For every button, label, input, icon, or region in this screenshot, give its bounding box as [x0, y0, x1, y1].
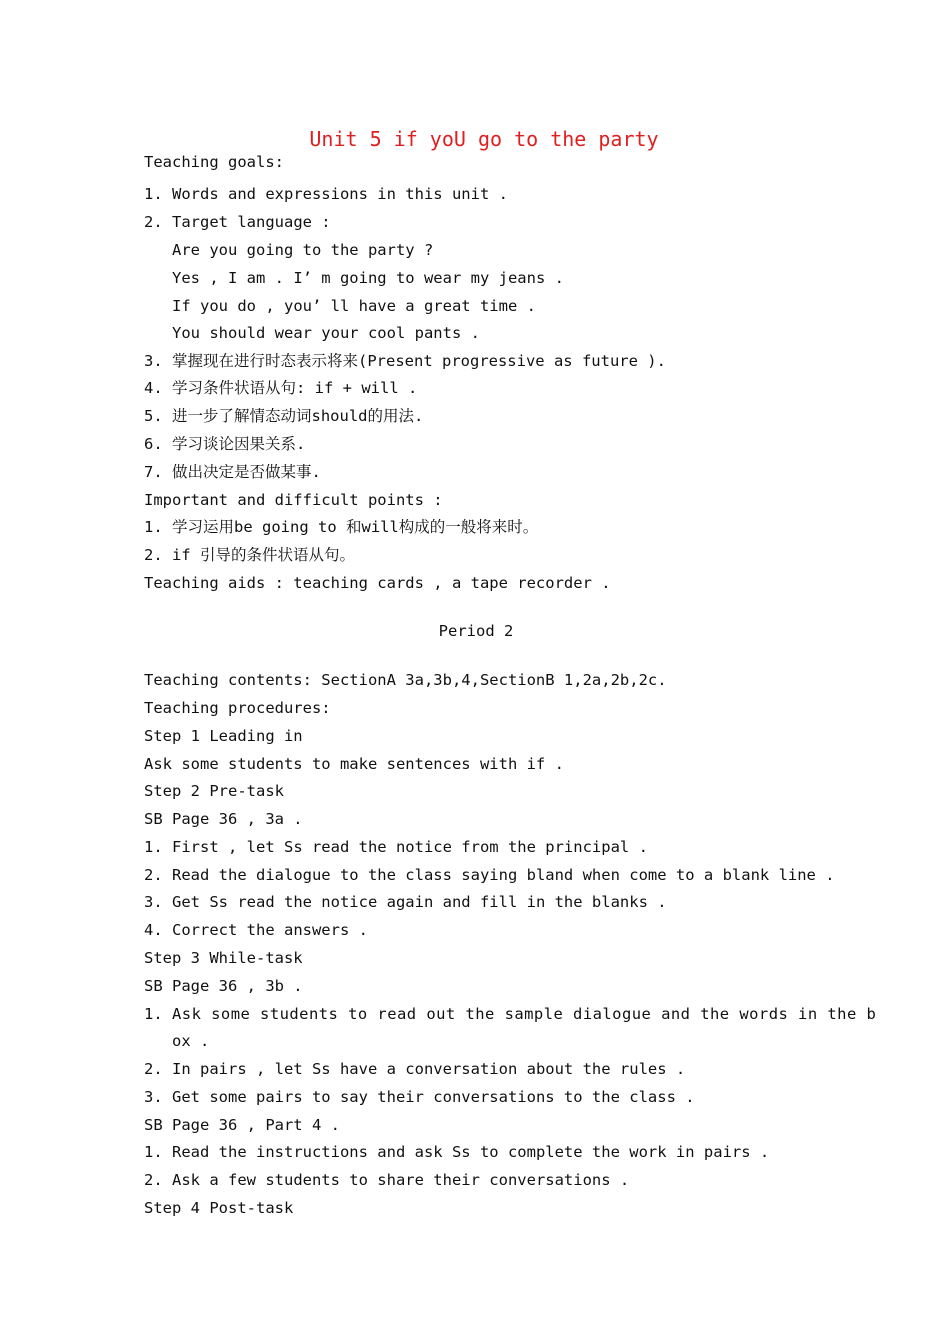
list-item: 1. Read the instructions and ask Ss to complete the work in pairs . [144, 1143, 770, 1161]
list-item: 1. First , let Ss read the notice from the principal . [144, 838, 648, 856]
step-heading: Step 4 Post-task [144, 1199, 294, 1217]
list-item: 2. Read the dialogue to the class saying bland when come to a blank line . [144, 866, 835, 884]
goal-item: 2. Target language : [144, 213, 331, 231]
sb-page: SB Page 36 , Part 4 . [144, 1116, 340, 1134]
list-item-continuation: ox . [172, 1032, 210, 1050]
list-item: 2. In pairs , let Ss have a conversation about the rules . [144, 1060, 686, 1078]
goal-item: 6. 学习谈论因果关系. [144, 435, 306, 453]
document-title: Unit 5 if yoU go to the party [309, 127, 659, 151]
step-heading: Step 3 While-task [144, 949, 303, 967]
sb-page: SB Page 36 , 3a . [144, 810, 303, 828]
target-line: You should wear your cool pants . [172, 324, 480, 342]
goal-item: 5. 进一步了解情态动词should的用法. [144, 407, 424, 425]
goal-item: 4. 学习条件状语从句: if + will . [144, 379, 418, 397]
teaching-aids: Teaching aids : teaching cards , a tape recorder . [144, 574, 611, 592]
points-heading: Important and difficult points : [144, 491, 443, 509]
target-line: Yes , I am . I’ m going to wear my jeans . [172, 269, 564, 287]
point-item: 1. 学习运用be going to 和will构成的一般将来时。 [144, 518, 539, 536]
list-item: 3. Get Ss read the notice again and fill in the blanks . [144, 893, 667, 911]
goal-item: 3. 掌握现在进行时态表示将来(Present progressive as future ). [144, 352, 666, 370]
period-heading: Period 2 [438, 622, 514, 640]
list-item: 4. Correct the answers . [144, 921, 368, 939]
goal-item: 7. 做出决定是否做某事. [144, 463, 321, 481]
procedures-heading: Teaching procedures: [144, 699, 331, 717]
target-line: If you do , you’ ll have a great time . [172, 297, 536, 315]
step-heading: Step 1 Leading in [144, 727, 303, 745]
teaching-contents: Teaching contents: SectionA 3a,3b,4,SectionB 1,2a,2b,2c. [144, 671, 667, 689]
list-item: 2. Ask a few students to share their conversations . [144, 1171, 630, 1189]
point-item: 2. if 引导的条件状语从句。 [144, 546, 355, 564]
sb-page: SB Page 36 , 3b . [144, 977, 303, 995]
list-item: 1. Ask some students to read out the sample dialogue and the words in the b [144, 1005, 877, 1023]
goal-item: 1. Words and expressions in this unit . [144, 185, 508, 203]
target-line: Are you going to the party ? [172, 241, 434, 259]
step-heading: Step 2 Pre-task [144, 782, 284, 800]
goals-heading: Teaching goals: [144, 153, 284, 171]
list-item: 3. Get some pairs to say their conversations to the class . [144, 1088, 695, 1106]
step-text: Ask some students to make sentences with if . [144, 755, 564, 773]
